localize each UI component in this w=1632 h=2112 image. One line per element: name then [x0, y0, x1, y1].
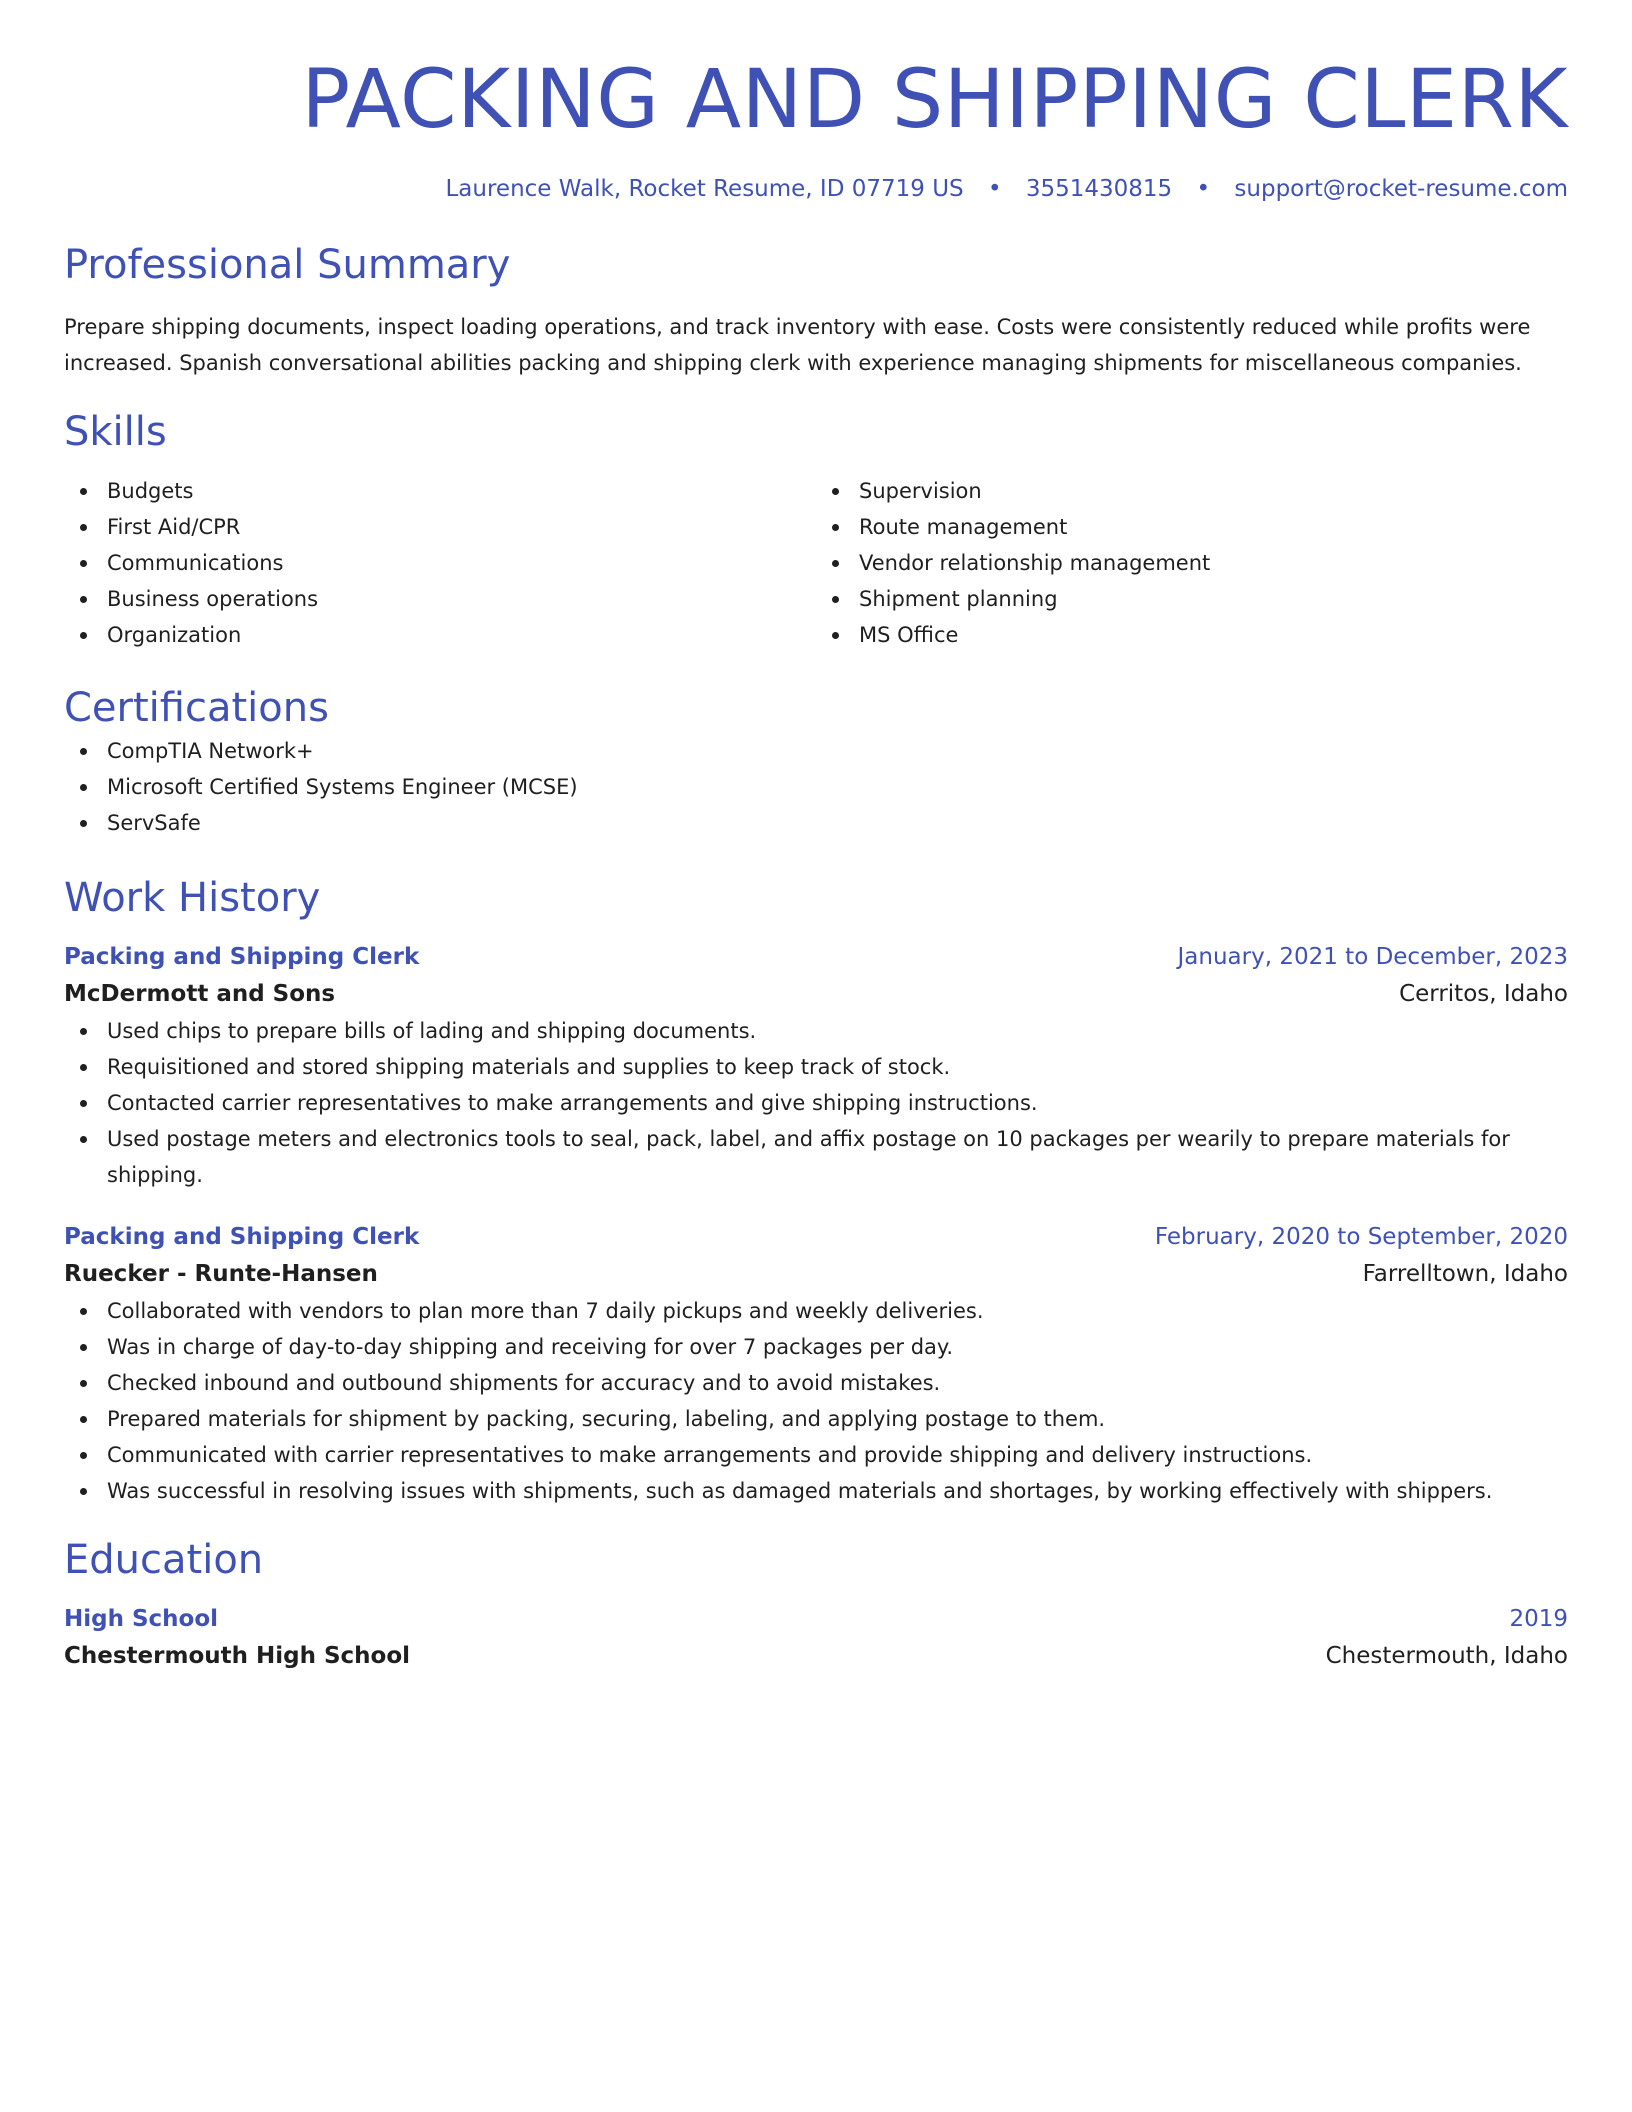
list-item: Budgets: [64, 473, 816, 509]
contact-address: Laurence Walk, Rocket Resume, ID 07719 US: [445, 176, 964, 202]
list-item: Business operations: [64, 581, 816, 617]
work-history-heading: Work History: [64, 875, 321, 921]
job-location: Farrelltown, Idaho: [1362, 1261, 1568, 1287]
job-company: McDermott and Sons: [64, 981, 336, 1007]
list-item: Vendor relationship management: [816, 545, 1568, 581]
education-entry: [64, 1601, 1568, 1675]
job-company-row: [64, 1255, 1568, 1293]
certifications-heading: Certifications: [64, 685, 329, 731]
list-item: Communicated with carrier representatives to make arrangements and provide shipping and delivery instructions.: [64, 1437, 1568, 1473]
list-item: First Aid/CPR: [64, 509, 816, 545]
resume-header: [64, 52, 1568, 206]
list-item: Organization: [64, 617, 816, 653]
list-item: MS Office: [816, 617, 1568, 653]
list-item: Prepared materials for shipment by packing, securing, labeling, and applying postage to them.: [64, 1401, 1568, 1437]
job-entry: [64, 939, 1568, 1193]
skills-list-left: [64, 473, 816, 653]
summary-heading: Professional Summary: [64, 242, 511, 288]
summary-section: [64, 240, 1568, 381]
job-title-row: [64, 939, 1568, 975]
education-section: [64, 1535, 1568, 1675]
job-title-row: [64, 1219, 1568, 1255]
job-title: Packing and Shipping Clerk: [64, 1224, 420, 1250]
education-school-row: [64, 1637, 1568, 1675]
skills-section: [64, 407, 1568, 653]
job-title-heading: PACKING AND SHIPPING CLERK: [301, 53, 1568, 147]
contact-email[interactable]: support@rocket-resume.com: [1234, 176, 1568, 202]
job-dates: January, 2021 to December, 2023: [1177, 944, 1568, 970]
list-item: Contacted carrier representatives to make arrangements and give shipping instructions.: [64, 1085, 1568, 1121]
education-location: Chestermouth, Idaho: [1325, 1643, 1568, 1669]
work-history-section: [64, 873, 1568, 1509]
job-dates: February, 2020 to September, 2020: [1154, 1224, 1568, 1250]
contact-phone: 3551430815: [1025, 176, 1173, 202]
list-item: Checked inbound and outbound shipments for accuracy and to avoid mistakes.: [64, 1365, 1568, 1401]
list-item: ServSafe: [64, 805, 1568, 841]
list-item: Was in charge of day-to-day shipping and receiving for over 7 packages per day.: [64, 1329, 1568, 1365]
education-degree-row: [64, 1601, 1568, 1637]
list-item: Communications: [64, 545, 816, 581]
contact-line: [64, 172, 1568, 206]
list-item: Shipment planning: [816, 581, 1568, 617]
education-heading: Education: [64, 1537, 264, 1583]
skills-list-right: [816, 473, 1568, 653]
certifications-list: [64, 733, 1568, 841]
list-item: Was successful in resolving issues with shipments, such as damaged materials and shortages, by working effectively with shippers.: [64, 1473, 1568, 1509]
summary-text: Prepare shipping documents, inspect loading operations, and track inventory with ease. Costs were consistently reduced while profits were increased. Spanish conversational abilities packing and shipping clerk with experience managing shipments for miscellaneous companies.: [64, 315, 1531, 375]
list-item: Requisitioned and stored shipping materials and supplies to keep track of stock.: [64, 1049, 1568, 1085]
education-degree: High School: [64, 1606, 219, 1632]
job-duties-list: [64, 1293, 1568, 1509]
contact-separator: •: [1196, 176, 1211, 202]
job-company: Ruecker - Runte-Hansen: [64, 1261, 378, 1287]
job-entry: [64, 1219, 1568, 1509]
education-school: Chestermouth High School: [64, 1643, 411, 1669]
list-item: CompTIA Network+: [64, 733, 1568, 769]
skills-grid: [64, 473, 1568, 653]
list-item: Collaborated with vendors to plan more than 7 daily pickups and weekly deliveries.: [64, 1293, 1568, 1329]
list-item: Route management: [816, 509, 1568, 545]
list-item: Used chips to prepare bills of lading and shipping documents.: [64, 1013, 1568, 1049]
list-item: Supervision: [816, 473, 1568, 509]
job-company-row: [64, 975, 1568, 1013]
job-duties-list: [64, 1013, 1568, 1193]
skills-heading: Skills: [64, 409, 167, 455]
job-title: Packing and Shipping Clerk: [64, 944, 420, 970]
education-year: 2019: [1509, 1606, 1568, 1632]
list-item: Used postage meters and electronics tools to seal, pack, label, and affix postage on 10 packages per wearily to prepare materials for shipping.: [64, 1121, 1568, 1193]
list-item: Microsoft Certified Systems Engineer (MCSE): [64, 769, 1568, 805]
job-location: Cerritos, Idaho: [1399, 981, 1568, 1007]
contact-separator: •: [987, 176, 1002, 202]
certifications-section: [64, 683, 1568, 841]
